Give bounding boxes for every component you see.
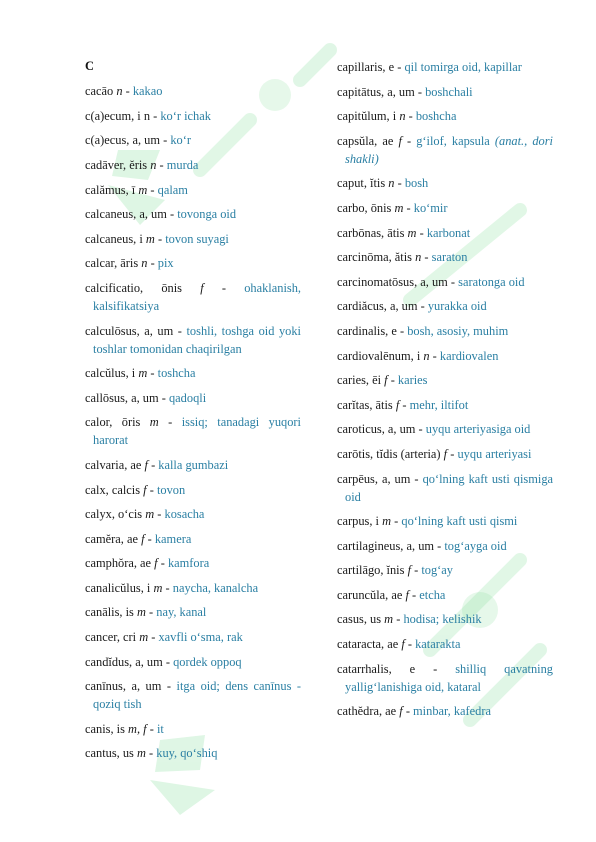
translation: tovonga oid <box>177 207 237 222</box>
dictionary-entry: catarrhalis, e - shilliq qavatning yallig‘lanishiga oid, kataral <box>337 661 553 694</box>
grammar-marker: f <box>395 397 400 412</box>
headword: c(a)ecum, i n <box>85 108 151 123</box>
grammar-marker: m <box>394 200 404 215</box>
headword: canīnus, a, um <box>85 679 162 694</box>
headword: camĕra, ae <box>85 531 138 546</box>
headword: carpus, i <box>337 514 379 529</box>
headword: capsŭla, ae <box>337 133 394 148</box>
translation: bosh, asosiy, muhim <box>407 323 509 338</box>
grammar-marker: n <box>388 176 395 191</box>
dictionary-entry: caput, ĭtis n - bosh <box>337 176 429 191</box>
translation: boshcha <box>415 109 457 124</box>
dictionary-entry: capsŭla, ae f - g‘ilof, kapsula (anat., dori shakli) <box>337 133 553 166</box>
left-column <box>85 58 301 769</box>
headword: cancer, cri <box>85 630 137 645</box>
headword: carōtis, tĭdis (arteria) <box>337 446 441 461</box>
dictionary-entry: c(a)ecus, a, um - ko‘r <box>85 133 191 148</box>
translation: karies <box>397 373 428 388</box>
grammar-marker: n <box>116 84 123 99</box>
translation: kakao <box>132 84 163 99</box>
headword: calor, ōris <box>85 415 141 430</box>
headword: canalicŭlus, i <box>85 580 151 595</box>
dictionary-entry: calcaneus, a, um - tovonga oid <box>85 207 237 222</box>
translation: xavfli o‘sma, rak <box>158 630 243 645</box>
headword: caroticus, a, um <box>337 422 416 437</box>
grammar-marker: m <box>145 231 155 246</box>
grammar-marker: m, f <box>128 721 147 736</box>
grammar-marker: n <box>150 157 157 172</box>
grammar-marker: n <box>399 109 406 124</box>
dictionary-entry: calor, ōris m - issiq; tanadagi yuqori harorat <box>85 415 301 448</box>
dictionary-entry: carbo, ōnis m - ko‘mir <box>337 200 448 215</box>
right-entries <box>337 58 553 720</box>
dictionary-entry: casus, us m - hodisa; kelishik <box>337 612 482 627</box>
headword: canālis, is <box>85 605 134 620</box>
grammar-marker: m <box>153 580 163 595</box>
left-entries <box>85 82 301 762</box>
grammar-marker: n <box>141 256 148 271</box>
translation: issiq; tanadagi yuqori harorat <box>93 415 301 448</box>
dictionary-entry: cathĕdra, ae f - minbar, kafedra <box>337 704 491 719</box>
dictionary-entry: cancer, cri m - xavfli o‘sma, rak <box>85 630 243 645</box>
dictionary-entry: camphŏra, ae f - kamfora <box>85 556 210 571</box>
grammar-marker: n <box>423 348 430 363</box>
dictionary-entry: capitŭlum, i n - boshcha <box>337 109 457 124</box>
translation: etcha <box>419 587 446 602</box>
dictionary-entry: carōtis, tĭdis (arteria) f - uyqu arteriyasi <box>337 446 532 461</box>
headword: cardiăcus, a, um <box>337 299 418 314</box>
headword: calx, calcis <box>85 482 141 497</box>
translation: yurakka oid <box>427 299 487 314</box>
dictionary-entry: camĕra, ae f - kamera <box>85 531 192 546</box>
grammar-marker: f <box>399 704 403 719</box>
headword: carbōnas, ātis <box>337 225 405 240</box>
translation: kardiovalen <box>439 348 499 363</box>
headword: cardinalis, e <box>337 323 397 338</box>
dictionary-entry: carcinōma, ătis n - saraton <box>337 250 468 265</box>
translation: tog‘ayga oid <box>444 538 507 553</box>
dictionary-entry: carbōnas, ātis m - karbonat <box>337 225 471 240</box>
headword: carcinōma, ătis <box>337 250 412 265</box>
dictionary-entry: cartilagineus, a, um - tog‘ayga oid <box>337 538 507 553</box>
translation: qalam <box>157 182 188 197</box>
grammar-marker: m <box>136 605 146 620</box>
dictionary-entry: calcificatio, ōnis f - ohaklanish, kalsifikatsiya <box>85 280 301 313</box>
grammar-marker: f <box>443 446 448 461</box>
headword: carbo, ōnis <box>337 200 392 215</box>
headword: calvaria, ae <box>85 457 142 472</box>
translation: kamera <box>154 531 192 546</box>
translation: saratonga oid <box>458 274 525 289</box>
grammar-marker: f <box>401 637 405 652</box>
translation: toshcha <box>157 366 196 381</box>
translation: ko‘mir <box>413 200 448 215</box>
dictionary-entry: callōsus, a, um - qadoqli <box>85 390 207 405</box>
dictionary-entry: carĭtas, ātis f - mehr, iltifot <box>337 397 469 412</box>
dictionary-entry: calculōsus, a, um - toshli, toshga oid yoki toshlar tomonidan chaqirilgan <box>85 323 301 356</box>
dictionary-entry: cacāo n - kakao <box>85 84 163 99</box>
translation: kamfora <box>167 556 210 571</box>
dictionary-entry: cardinalis, e - bosh, asosiy, muhim <box>337 323 509 338</box>
grammar-marker: f <box>405 587 409 602</box>
translation: katarakta <box>415 637 461 652</box>
translation: minbar, kafedra <box>413 704 491 719</box>
headword: calcificatio, ōnis <box>85 280 182 295</box>
translation: karbonat <box>426 225 471 240</box>
translation: uyqu arteriyasiga oid <box>425 422 531 437</box>
dictionary-entry: canis, is m, f - it <box>85 721 164 736</box>
translation: bosh <box>404 176 429 191</box>
dictionary-entry: cartilāgo, ĭnis f - tog‘ay <box>337 563 453 578</box>
headword: capitŭlum, i <box>337 109 397 124</box>
dictionary-entry: cadāver, ĕris n - murda <box>85 157 199 172</box>
dictionary-entry: caries, ēi f - karies <box>337 373 428 388</box>
dictionary-entry: calcar, āris n - pix <box>85 256 174 271</box>
headword: carcinomatōsus, a, um <box>337 274 448 289</box>
dictionary-entry: carpus, i m - qo‘lning kaft usti qismi <box>337 514 518 529</box>
translation: tovon <box>156 482 186 497</box>
grammar-marker: f <box>141 531 145 546</box>
grammar-marker: f <box>398 133 402 148</box>
translation: qo‘lning kaft usti qismiga oid <box>345 471 554 504</box>
translation: qadoqli <box>168 390 207 405</box>
grammar-marker: f <box>407 563 412 578</box>
headword: carĭtas, ātis <box>337 397 393 412</box>
translation: murda <box>166 157 199 172</box>
headword: cantus, us <box>85 746 134 761</box>
grammar-marker: m <box>149 415 159 430</box>
right-column <box>337 58 553 727</box>
grammar-marker: f <box>154 556 158 571</box>
translation: ohaklanish, kalsifikatsiya <box>93 280 301 313</box>
grammar-marker: m <box>407 225 417 240</box>
dictionary-entry: cardiovalēnum, i n - kardiovalen <box>337 348 499 363</box>
headword: casus, us <box>337 612 382 627</box>
grammar-marker: m <box>136 746 146 761</box>
headword: c(a)ecus, a, um <box>85 133 160 148</box>
headword: catarrhalis, e <box>337 661 416 676</box>
dictionary-entry: cataracta, ae f - katarakta <box>337 637 461 652</box>
headword: cathĕdra, ae <box>337 704 397 719</box>
dictionary-entry: calcŭlus, i m - toshcha <box>85 366 196 381</box>
dictionary-entry: cardiăcus, a, um - yurakka oid <box>337 299 487 314</box>
dictionary-entry: calyx, o‘cis m - kosacha <box>85 507 205 522</box>
grammar-marker: m <box>138 366 148 381</box>
grammar-marker: f <box>200 280 204 295</box>
translation: pix <box>157 256 174 271</box>
translation: tovon suyagi <box>165 231 229 246</box>
translation: nay, kanal <box>156 605 207 620</box>
translation: shilliq qavatning yallig‘lanishiga oid, kataral <box>345 661 553 694</box>
grammar-marker: f <box>143 482 147 497</box>
section-heading: C <box>85 59 94 73</box>
headword: cataracta, ae <box>337 637 399 652</box>
headword: capitātus, a, um <box>337 84 415 99</box>
headword: canis, is <box>85 721 125 736</box>
translation: saraton <box>431 250 468 265</box>
grammar-marker: m <box>382 514 392 529</box>
headword: capillaris, e <box>337 60 395 74</box>
headword: carpēus, a, um <box>337 471 411 486</box>
headword: callōsus, a, um <box>85 390 159 405</box>
headword: caput, ĭtis <box>337 176 386 191</box>
headword: calculōsus, a, um <box>85 323 174 338</box>
headword: calcaneus, i <box>85 231 143 246</box>
translation: ko‘r ichak <box>160 108 211 123</box>
headword: camphŏra, ae <box>85 556 152 571</box>
dictionary-entry: carpēus, a, um - qo‘lning kaft usti qismiga oid <box>337 471 554 504</box>
headword: calyx, o‘cis <box>85 507 143 522</box>
translation: qo‘lning kaft usti qismi <box>401 514 518 529</box>
headword: cadāver, ĕris <box>85 157 148 172</box>
headword: calămus, ī <box>85 182 136 197</box>
translation: kuy, qo‘shiq <box>156 746 218 761</box>
grammar-marker: f <box>384 373 388 388</box>
translation: kalla gumbazi <box>158 457 229 472</box>
translation: ko‘r <box>170 133 191 148</box>
translation: tog‘ay <box>421 563 453 578</box>
dictionary-entry: capitātus, a, um - boshchali <box>337 84 473 99</box>
translation: naycha, kanalcha <box>172 580 259 595</box>
dictionary-entry: canīnus, a, um - itga oid; dens canīnus - qoziq tish <box>85 679 302 712</box>
headword: cartilagineus, a, um <box>337 538 435 553</box>
translation: g‘ilof, kapsula <box>416 133 490 148</box>
translation: itga oid; dens canīnus - qoziq tish <box>93 679 302 712</box>
dictionary-entry: c(a)ecum, i n - ko‘r ichak <box>85 108 211 123</box>
grammar-marker: m <box>139 630 149 645</box>
translation: kosacha <box>164 507 205 522</box>
translation-note: (anat., dori shakli) <box>345 133 553 166</box>
headword: cacāo <box>85 84 114 99</box>
dictionary-entry: caroticus, a, um - uyqu arteriyasiga oid <box>337 422 531 437</box>
grammar-marker: m <box>145 507 155 522</box>
dictionary-entry: calvaria, ae f - kalla gumbazi <box>85 457 229 472</box>
grammar-marker: m <box>138 182 148 197</box>
dictionary-entry: candĭdus, a, um - qordek oppoq <box>85 654 242 669</box>
headword: caruncŭla, ae <box>337 587 403 602</box>
headword: cartilāgo, ĭnis <box>337 563 405 578</box>
headword: calcar, āris <box>85 256 139 271</box>
translation: hodisa; kelishik <box>403 612 482 627</box>
dictionary-entry: cantus, us m - kuy, qo‘shiq <box>85 746 218 761</box>
dictionary-entry: calx, calcis f - tovon <box>85 482 186 497</box>
dictionary-entry: calămus, ī m - qalam <box>85 182 188 197</box>
translation: toshli, toshga oid yoki toshlar tomonidan chaqirilgan <box>93 323 301 356</box>
grammar-marker: f <box>144 457 148 472</box>
headword: candĭdus, a, um <box>85 654 163 669</box>
headword: calcŭlus, i <box>85 366 136 381</box>
dictionary-entry: capillaris, e - qil tomirga oid, kapillar <box>337 60 522 74</box>
grammar-marker: n <box>415 250 422 265</box>
translation: uyqu arteriyasi <box>457 446 532 461</box>
dictionary-entry: canalicŭlus, i m - naycha, kanalcha <box>85 580 259 595</box>
grammar-marker: m <box>384 612 394 627</box>
translation: it <box>156 721 164 736</box>
translation: mehr, iltifot <box>409 397 469 412</box>
headword: caries, ēi <box>337 373 382 388</box>
translation: boshchali <box>425 84 473 99</box>
dictionary-entry: carcinomatōsus, a, um - saratonga oid <box>337 274 525 289</box>
translation: qordek oppoq <box>173 654 242 669</box>
headword: calcaneus, a, um <box>85 207 167 222</box>
headword: cardiovalēnum, i <box>337 348 421 363</box>
dictionary-entry: caruncŭla, ae f - etcha <box>337 587 446 602</box>
dictionary-entry: canālis, is m - nay, kanal <box>85 605 207 620</box>
dictionary-entry: calcaneus, i m - tovon suyagi <box>85 231 229 246</box>
translation: qil tomirga oid, kapillar <box>404 60 522 74</box>
